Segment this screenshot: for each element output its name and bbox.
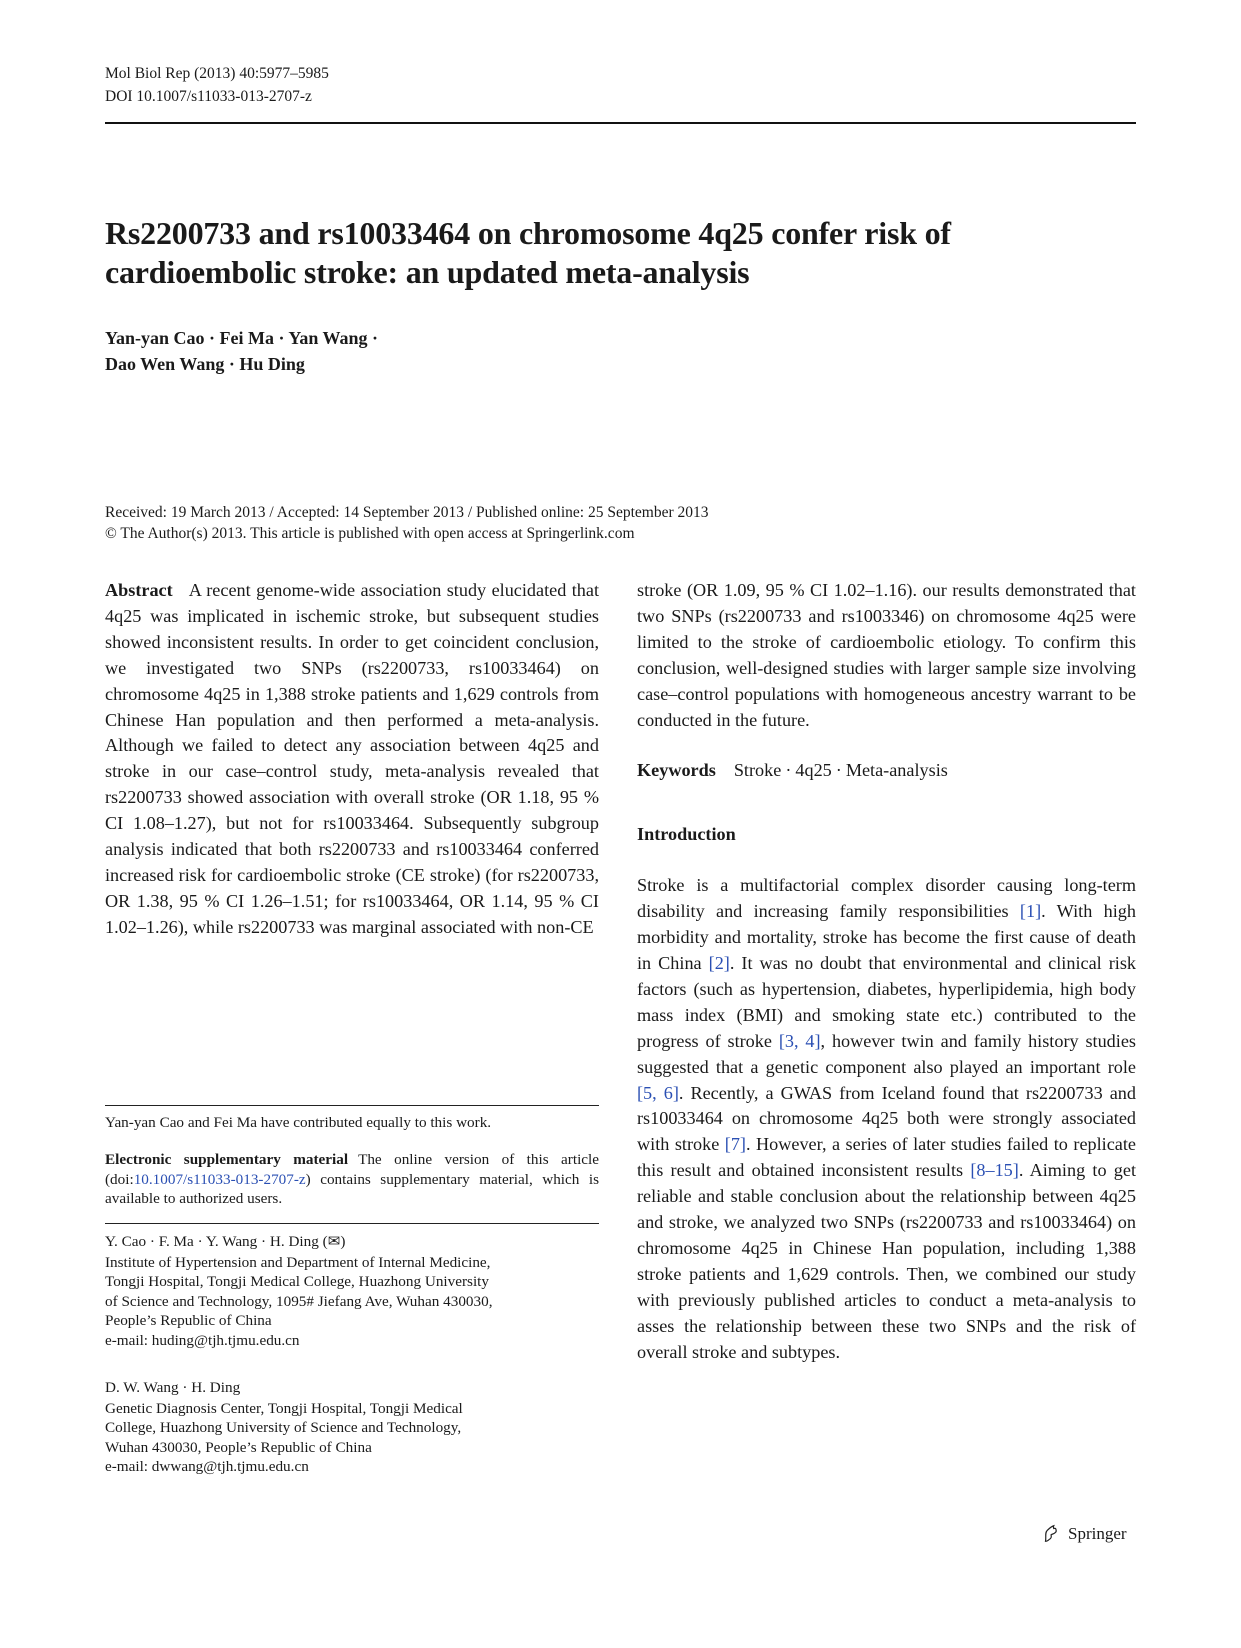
keyword-item: 4q25 (795, 760, 832, 781)
affiliation-email[interactable]: e-mail: huding@tjh.tjmu.edu.cn (105, 1331, 300, 1349)
right-column (637, 578, 1136, 1365)
keyword-separator: · (835, 760, 842, 781)
doi-link[interactable]: 10.1007/s11033-013-2707-z (133, 1170, 306, 1188)
publisher-name: Springer (1068, 1524, 1127, 1543)
affiliation-line: of Science and Technology, 1095# Jiefang Ave, Wuhan 430030, (105, 1292, 493, 1310)
keywords (637, 758, 1136, 784)
keyword-item: Meta-analysis (845, 760, 948, 781)
supplementary-material-note (105, 1150, 599, 1209)
springer-logo (1040, 1523, 1127, 1545)
citation-link[interactable]: [3, 4] (778, 1030, 821, 1051)
copyright-notice: © The Author(s) 2013. This article is published with open access at Springerlink.com (105, 525, 635, 542)
intro-text: . It was no doubt that environmental and clinical risk factors (such as hypertension, diabetes, hyperlipidemia, high body mass index (BMI) and smoking state etc.) contributed to the progress of stroke (637, 952, 1136, 1051)
author-list (105, 325, 805, 377)
intro-text: . Aiming to get reliable and stable conclusion about the relationship between 4q25 and stroke, we analyzed two SNPs (rs2200733 and rs10033464) on chromosome 4q25 in Chinese Han population, including 1,388 stroke patients and 1,629 controls. Then, we combined our study with previously published articles to conduct a meta-analysis to asses the relationship between these two SNPs and the risk of overall stroke and subtypes. (637, 1160, 1136, 1362)
journal-citation: Mol Biol Rep (2013) 40:5977–5985 (105, 65, 329, 82)
affiliation-authors: Y. Cao · F. Ma · Y. Wang · H. Ding (✉) (105, 1233, 346, 1250)
equal-contribution-note: Yan-yan Cao and Fei Ma have contributed equally to this work. (105, 1114, 492, 1131)
affiliation-authors: D. W. Wang · H. Ding (105, 1379, 241, 1396)
header-rule (105, 122, 1136, 124)
section-heading-introduction: Introduction (637, 824, 736, 845)
intro-text: . With high morbidity and mortality, stroke has become the first cause of death in China (637, 901, 1136, 973)
abstract-left (105, 578, 599, 941)
author-line-2: Dao Wen Wang · Hu Ding (105, 354, 305, 374)
affiliation-1 (105, 1232, 599, 1350)
intro-text: . However, a series of later studies failed to replicate this result and obtained inconsistent results (637, 1134, 1136, 1181)
keywords-label: Keywords (637, 760, 716, 781)
intro-text: Stroke is a multifactorial complex disorder causing long-term disability and increasing family responsibilities (637, 875, 1136, 922)
citation-link[interactable]: [7] (724, 1134, 746, 1155)
received-accepted-dates: Received: 19 March 2013 / Accepted: 14 September 2013 / Published online: 25 September 2013 (105, 504, 709, 521)
citation-link[interactable]: [1] (1019, 901, 1042, 922)
affiliation-line: Genetic Diagnosis Center, Tongji Hospital, Tongji Medical (105, 1399, 463, 1417)
intro-text: . Recently, a GWAS from Iceland found that rs2200733 and rs10033464 on chromosome 4q25 both were strongly associated with stroke (637, 1082, 1136, 1155)
citation-link[interactable]: [5, 6] (637, 1082, 679, 1103)
author-line-1: Yan-yan Cao · Fei Ma · Yan Wang · (105, 328, 379, 348)
keyword-item: Stroke (733, 760, 782, 781)
keyword-separator: · (785, 760, 792, 781)
publication-dates (105, 502, 1136, 544)
esm-text: ) contains supplementary material, which is available to authorized users. (105, 1170, 599, 1207)
affiliation-2 (105, 1378, 599, 1477)
affiliation-email[interactable]: e-mail: dwwang@tjh.tjmu.edu.cn (105, 1458, 309, 1475)
citation-link[interactable]: [8–15] (970, 1160, 1019, 1181)
abstract-label: Abstract (105, 580, 173, 600)
abstract-text-left: A recent genome-wide association study elucidated that 4q25 was implicated in ischemic stroke, but subsequent studies showed inconsistent results. In order to get coincident conclusion, we investigated two SNPs (rs2200733, rs10033464) on chromosome 4q25 in 1,388 stroke patients and 1,629 controls from Chinese Han population and then performed a meta-analysis. Although we failed to detect any association between 4q25 and stroke in our case–control study, meta-analysis revealed that rs2200733 showed association with overall stroke (OR 1.18, 95 % CI 1.08–1.27), but not for rs10033464. Subsequently subgroup analysis indicated that both rs2200733 and rs10033464 conferred increased risk for cardioembolic stroke (CE stroke) (for rs2200733, OR 1.38, 95 % CI 1.26–1.51; for rs10033464, OR 1.14, 95 % CI 1.02–1.26), while rs2200733 was marginal associated with non-CE (105, 580, 599, 937)
affiliation-line: Institute of Hypertension and Department of Internal Medicine, (105, 1253, 491, 1271)
article-title: Rs2200733 and rs10033464 on chromosome 4q25 confer risk of cardioembolic stroke: an updated meta-analysis (105, 215, 951, 290)
springer-horse-icon (1040, 1523, 1062, 1545)
affiliation-line: Wuhan 430030, People’s Republic of China (105, 1438, 372, 1456)
affiliation-line: People’s Republic of China (105, 1312, 272, 1329)
intro-text: , however twin and family history studies suggested that a genetic component also played an important role (637, 1030, 1136, 1077)
footnote-rule (105, 1105, 599, 1106)
citation-link[interactable]: [2] (708, 952, 730, 973)
abstract-text-right: stroke (OR 1.09, 95 % CI 1.02–1.16). our results demonstrated that two SNPs (rs2200733 and rs1003346) on chromosome 4q25 were limited to the stroke of cardioembolic etiology. To confirm this conclusion, well-designed studies with larger sample size involving case–control populations with homogeneous ancestry warrant to be conducted in the future. (637, 580, 1136, 730)
esm-text: The online version of this article (doi: (105, 1151, 599, 1188)
introduction-paragraph (637, 873, 1136, 1365)
affiliation-line: College, Huazhong University of Science and Technology, (105, 1419, 462, 1436)
footnote-rule (105, 1223, 599, 1224)
esm-label: Electronic supplementary material (105, 1151, 349, 1168)
affiliation-line: Tongji Hospital, Tongji Medical College, Huazhong University (105, 1273, 489, 1290)
article-doi: DOI 10.1007/s11033-013-2707-z (105, 88, 312, 105)
left-column (105, 578, 599, 941)
